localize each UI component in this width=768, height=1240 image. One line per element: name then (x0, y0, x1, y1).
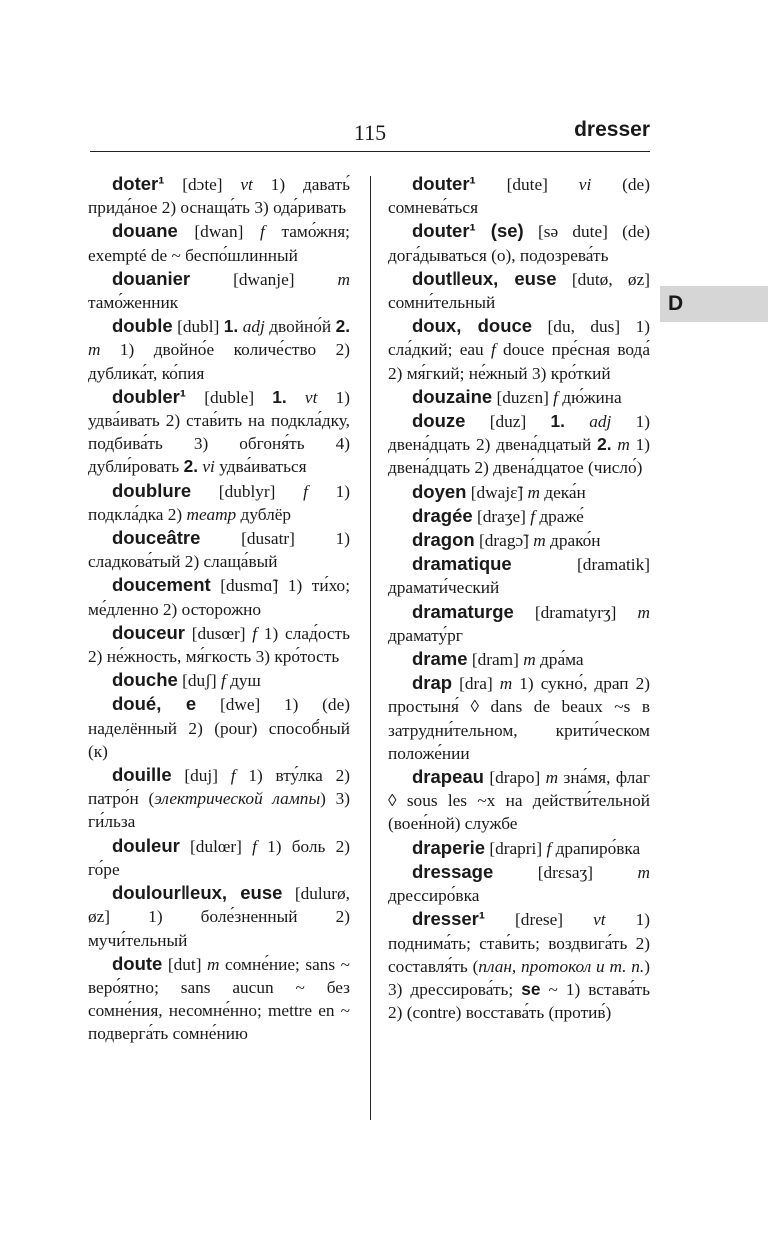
dictionary-entry (88, 526, 350, 573)
entry-text: [dutø, øz] сомни́тельный (388, 269, 650, 313)
headword: doubler¹ (112, 385, 186, 407)
running-head: dresser (574, 118, 650, 141)
entry-text: [dɔte] (164, 175, 241, 194)
headword: douzaine (412, 385, 493, 407)
entry-text: дублёр (236, 504, 292, 524)
dictionary-entry (388, 219, 650, 266)
entry-text: 1) боль 2) го́ре (88, 836, 350, 879)
page-header (90, 118, 650, 150)
dictionary-entry (88, 763, 350, 834)
entry-text: дра́ма (535, 650, 584, 670)
italic-label: электрической лампы (154, 789, 321, 809)
entry-text: 1) подкла́дка 2) (88, 481, 350, 524)
dictionary-entry (88, 952, 350, 1046)
headword: draperie (412, 836, 486, 858)
italic-label: m (523, 650, 536, 670)
dictionary-entry (388, 600, 650, 647)
entry-text: [duzɛn] (492, 387, 554, 407)
italic-label: vi (202, 457, 215, 477)
headword: douille (112, 764, 172, 786)
dictionary-entry (88, 573, 350, 620)
headword: doter¹ (112, 173, 165, 194)
headword: double (112, 315, 173, 337)
sense-number: 2. (335, 316, 350, 337)
entry-text: душ (225, 671, 261, 691)
entry-text: [duj] (171, 766, 231, 786)
italic-label: vt (304, 387, 318, 407)
dictionary-entry (88, 621, 350, 668)
headword: doux, douce (412, 315, 533, 337)
headword: douze (412, 410, 466, 432)
dictionary-entry (388, 860, 650, 907)
thumb-index-tab: D (660, 286, 768, 322)
headword: dramatique (412, 553, 512, 575)
sense-number: 2. (183, 456, 199, 477)
entry-text: ~ 1) встава́ть 2) (contre) восстава́ть (против́) (388, 979, 650, 1023)
page-number: 115 (353, 120, 387, 145)
entry-text: 1) вту́лка 2) патро́н ( (88, 766, 350, 809)
headword: douceâtre (112, 527, 201, 549)
entry-text: [dwe] 1) (de) наделённый 2) (pour) способ́ный (к) (88, 695, 350, 761)
entry-text: [dwanje] (190, 269, 338, 289)
dictionary-entry (88, 267, 350, 314)
entry-text: [dramatik] драмати́ческий (388, 555, 650, 598)
left-column (88, 172, 350, 1046)
headword: drapeau (412, 766, 484, 788)
dictionary-entry (88, 385, 350, 479)
headword: doublure (112, 479, 192, 501)
right-column (388, 172, 650, 1024)
headword: dresser¹ (412, 908, 486, 930)
entry-text (287, 388, 305, 407)
entry-text: [dubl] (172, 317, 224, 337)
entry-text: ) 3) ги́льза (88, 789, 350, 832)
italic-label: m (207, 954, 220, 974)
entry-text: [dra] (452, 674, 500, 694)
entry-text: [dram] (467, 650, 524, 670)
dictionary-entry (388, 671, 650, 765)
entry-text: [drapri] (485, 838, 547, 858)
italic-label: m (499, 674, 513, 694)
italic-label: m (337, 269, 350, 289)
headword: dramaturge (412, 600, 514, 622)
italic-label: m (527, 482, 540, 502)
entry-text: дека́н (539, 482, 586, 502)
entry-text: ) 3) дрессирова́ть; (388, 956, 650, 999)
headword: douceur (112, 621, 185, 643)
entry-text: [du, dus] 1) сла́дкий; eau (388, 317, 650, 360)
italic-label: m (545, 768, 559, 788)
dictionary-entry (88, 692, 350, 763)
dictionary-entry (88, 881, 350, 952)
italic-label: vi (578, 175, 592, 194)
italic-label: vt (240, 175, 253, 194)
dictionary-entry (388, 409, 650, 480)
entry-text: [dute] (475, 175, 579, 194)
sense-number: 1. (272, 386, 287, 407)
entry-text: зна́мя, флаг ◊ sous les ~x на действи́тельной (воен́ной) службе (388, 768, 650, 834)
headword: doyen (412, 480, 467, 502)
italic-label: f (230, 766, 236, 786)
headword: doucement (112, 574, 211, 596)
entry-text: [duʃ] (177, 671, 221, 691)
headword: dragon (412, 529, 475, 551)
entry-text: 1) двойно́е количе́ство 2) дублика́т, ко́пия (88, 340, 350, 383)
headword: drap (412, 672, 453, 694)
entry-text: драже́ (535, 506, 584, 526)
sense-number: 1. (550, 411, 565, 432)
entry-text (565, 412, 589, 431)
entry-text: [duz] (465, 412, 551, 432)
entry-text: 1) давать́ прида́ное 2) оснаща́ть 3) ода́ривать (88, 175, 350, 218)
italic-label: adj (589, 412, 612, 432)
entry-text: дрессиро́вка (388, 886, 480, 906)
entry-text: [dragɔ̃] (474, 531, 534, 551)
entry-text: [drapo] (483, 768, 546, 788)
entry-text: [dut] (162, 954, 208, 974)
entry-text: douce пре́сная вода́ 2) мя́гкий; не́жный 3) кро́ткий (388, 340, 651, 383)
headword: douleur (112, 834, 180, 856)
headword: douche (112, 669, 178, 691)
dictionary-entry (388, 836, 650, 860)
italic-label: m (637, 602, 650, 622)
entry-text: [sə dute] (de) дога́дываться (о), подозрева́ть (388, 222, 650, 265)
dictionary-entry (388, 314, 650, 385)
italic-label: f (546, 838, 552, 858)
italic-label: f (220, 671, 226, 691)
headword: doulour‖eux, euse (112, 882, 283, 904)
entry-text: (de) сомнева́ться (388, 175, 650, 218)
italic-label: f (260, 222, 265, 242)
headword: dragée (412, 504, 473, 526)
italic-label: vt (593, 910, 606, 930)
entry-text: дю́жина (557, 387, 622, 407)
entry-text: [drese] (485, 910, 594, 930)
dictionary-entry (88, 668, 350, 692)
dictionary-entry (388, 907, 650, 1024)
entry-text: 1) удва́ивать 2) став́ить на подкла́дку, подбива́ть 3) обгоня́ть 4) дубли́ровать (88, 387, 350, 477)
entry-text: 1) сукно́, драп 2) простыня́ ◊ dans de beaux ~s в затрудни́тельном, крити́ческом положе́нии (388, 674, 650, 763)
dictionary-entry (88, 314, 350, 385)
entry-text: сомне́ние; sans ~ веро́ятно; sans aucun ~ без сомне́ния, несомне́нно; mettre en ~ подверга́ть сомне́нию (88, 954, 350, 1044)
headword: dout‖eux, euse (412, 267, 557, 289)
italic-label: f (553, 387, 558, 407)
dictionary-entry (388, 528, 650, 552)
entry-text: драмату́рг (388, 625, 463, 645)
italic-label: f (490, 340, 496, 360)
dictionary-entry (388, 172, 650, 219)
column-divider (370, 176, 371, 1120)
italic-label: m (88, 340, 101, 360)
italic-label: план, протокол и т. п. (478, 956, 645, 976)
headword: dressage (412, 860, 494, 882)
entry-text: 1) двена́дцать 2) двена́дцатое (число́) (388, 435, 651, 478)
entry-text: [dusatr] 1) сладкова́тый 2) слаща́вый (88, 529, 350, 572)
entry-text: [dulœr] (179, 836, 253, 856)
dictionary-entry (388, 552, 650, 599)
entry-text: [dusœr] (184, 623, 253, 643)
headword: douter¹ (412, 173, 476, 194)
entry-text: тамо́жня; exempté de ~ беспо́шлинный (88, 222, 350, 265)
italic-label: f (303, 481, 308, 501)
dictionary-entry (88, 834, 350, 881)
entry-text: двойно́й (264, 317, 336, 337)
italic-label: adj (242, 317, 265, 337)
italic-label: m (533, 531, 546, 551)
dictionary-entry (388, 647, 650, 671)
entry-text: [dwan] (177, 222, 261, 242)
italic-label: m (637, 862, 650, 882)
italic-label: театр (186, 504, 237, 524)
header-rule (90, 151, 650, 152)
italic-label: f (252, 623, 258, 643)
dictionary-entry (388, 765, 650, 836)
dictionary-entry (88, 219, 350, 266)
entry-text: [dusmɑ̃] 1) ти́хо; ме́дленно 2) осторожно (88, 576, 350, 619)
dictionary-entry (388, 385, 650, 409)
headword: doute (112, 952, 163, 974)
entry-text: [dwajɛ̃] (466, 482, 528, 502)
entry-text: тамо́женник (88, 293, 179, 313)
sense-number: 2. (597, 434, 612, 455)
entry-text: [dramatyrʒ] (513, 602, 638, 622)
headword: douanier (112, 267, 191, 289)
sense-number: se (521, 978, 541, 999)
entry-text: 1) слад́ость 2) не́жность, мя́гкость 3) кро́тость (88, 623, 350, 667)
headword: doué, e (112, 693, 197, 715)
entry-text: [drɛsaʒ] (493, 862, 638, 882)
entry-text: 1) двена́дцать 2) двена́дцатый (388, 412, 650, 455)
entry-text: удва́иваться (214, 457, 307, 477)
headword: drame (412, 648, 468, 670)
dictionary-entry (88, 479, 350, 526)
entry-text: драко́н (545, 531, 601, 551)
dictionary-entry (388, 480, 650, 504)
entry-text: 1) поднима́ть; став́ить; воздвига́ть 2) составля́ть ( (388, 910, 650, 976)
dictionary-entry (88, 172, 350, 219)
italic-label: f (252, 836, 257, 856)
sense-number: 1. (223, 316, 239, 337)
italic-label: m (617, 435, 630, 455)
entry-text: [dublyr] (191, 481, 304, 501)
italic-label: f (530, 506, 536, 526)
headword: douter¹ (se) (412, 220, 524, 242)
entry-text: [dulurø, øz] 1) боле́зненный 2) мучи́тельный (88, 884, 351, 950)
entry-text: драпиро́вка (551, 838, 641, 858)
dictionary-entry (388, 267, 650, 314)
headword: douane (112, 220, 178, 242)
entry-text: [draʒe] (472, 506, 531, 526)
entry-text: [duble] (186, 387, 273, 407)
dictionary-entry (388, 504, 650, 528)
